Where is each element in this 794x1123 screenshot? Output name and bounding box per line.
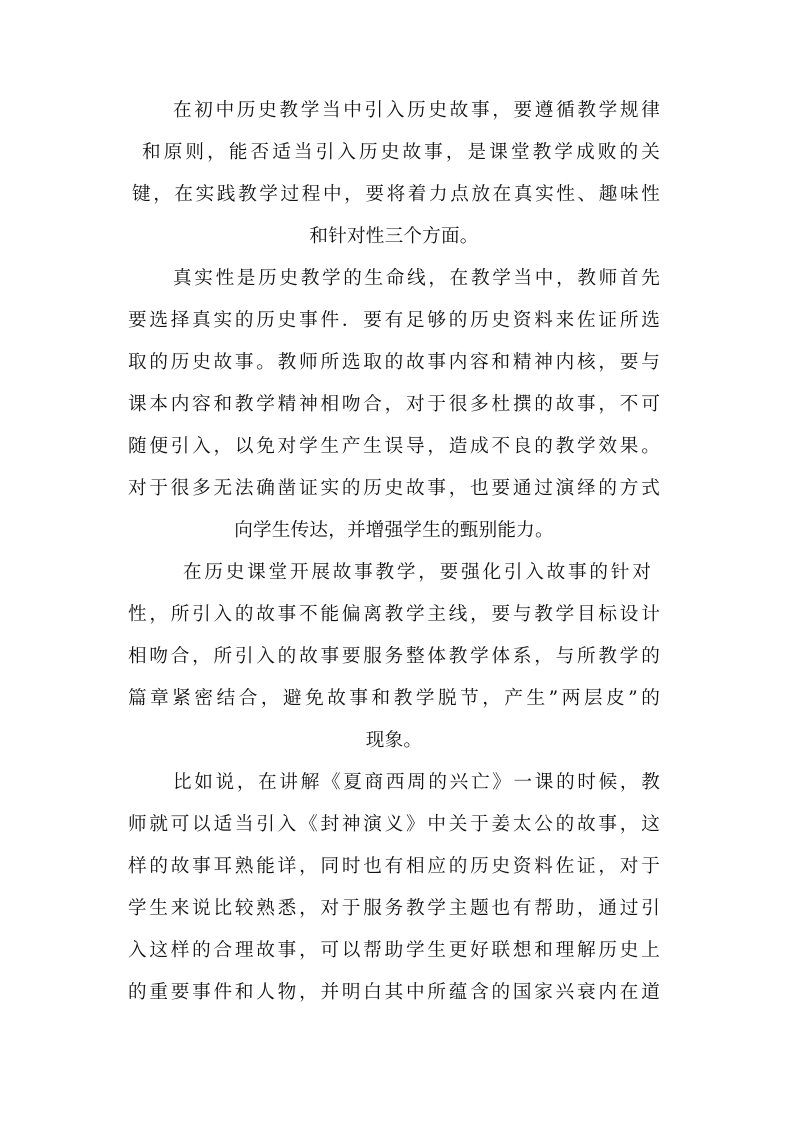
- paragraph-4-line-6: 的重要事件和人物，并明白其中所蕴含的国家兴衰内在道: [128, 982, 660, 1003]
- paragraph-3-line-1: 在历史课堂开展故事教学，要强化引入故事的针对: [183, 562, 651, 583]
- paragraph-4-line-3: 样的故事耳熟能详，同时也有相应的历史资料佐证，对于: [128, 856, 660, 877]
- paragraph-3-line-2: 性，所引入的故事不能偏离教学主线，要与教学目标设计: [128, 604, 660, 625]
- paragraph-3-line-4: 篇章紧密结合，避免故事和教学脱节，产生”两层皮”的: [128, 688, 660, 709]
- paragraph-3-line-5: 现象。: [365, 730, 423, 751]
- paragraph-2-line-6: 对于很多无法确凿证实的历史故事，也要通过演绎的方式: [128, 478, 660, 499]
- paragraph-2-line-2: 要选择真实的历史事件．要有足够的历史资料来佐证所选: [128, 310, 660, 331]
- paragraph-2-line-7: 向学生传达，并增强学生的甄别能力。: [234, 520, 554, 541]
- paragraph-1-line-3: 键，在实践教学过程中，要将着力点放在真实性、趣味性: [132, 184, 660, 205]
- paragraph-2-line-5: 随便引入，以免对学生产生误导，造成不良的教学效果。: [128, 436, 660, 457]
- paragraph-2-line-3: 取的历史故事。教师所选取的故事内容和精神内核，要与: [128, 352, 660, 373]
- paragraph-4-line-4: 学生来说比较熟悉，对于服务教学主题也有帮助，通过引: [128, 898, 660, 919]
- paragraph-1-line-4: 和针对性三个方面。: [309, 226, 479, 247]
- paragraph-3-line-3: 相吻合，所引入的故事要服务整体教学体系，与所教学的: [128, 646, 660, 667]
- paragraph-1-line-1: 在初中历史教学当中引入历史故事，要遵循教学规律: [173, 100, 660, 121]
- paragraph-4-line-5: 入这样的合理故事，可以帮助学生更好联想和理解历史上: [128, 940, 660, 961]
- paragraph-1-line-2: 和原则，能否适当引入历史故事，是课堂教学成败的关: [142, 142, 660, 163]
- paragraph-4-line-2: 师就可以适当引入《封神演义》中关于姜太公的故事，这: [128, 814, 660, 835]
- paragraph-2-line-4: 课本内容和教学精神相吻合，对于很多杜撰的故事，不可: [128, 394, 660, 415]
- paragraph-4-line-1: 比如说，在讲解《夏商西周的兴亡》一课的时候，教: [173, 772, 660, 793]
- paragraph-2-line-1: 真实性是历史教学的生命线，在教学当中，教师首先: [173, 268, 660, 289]
